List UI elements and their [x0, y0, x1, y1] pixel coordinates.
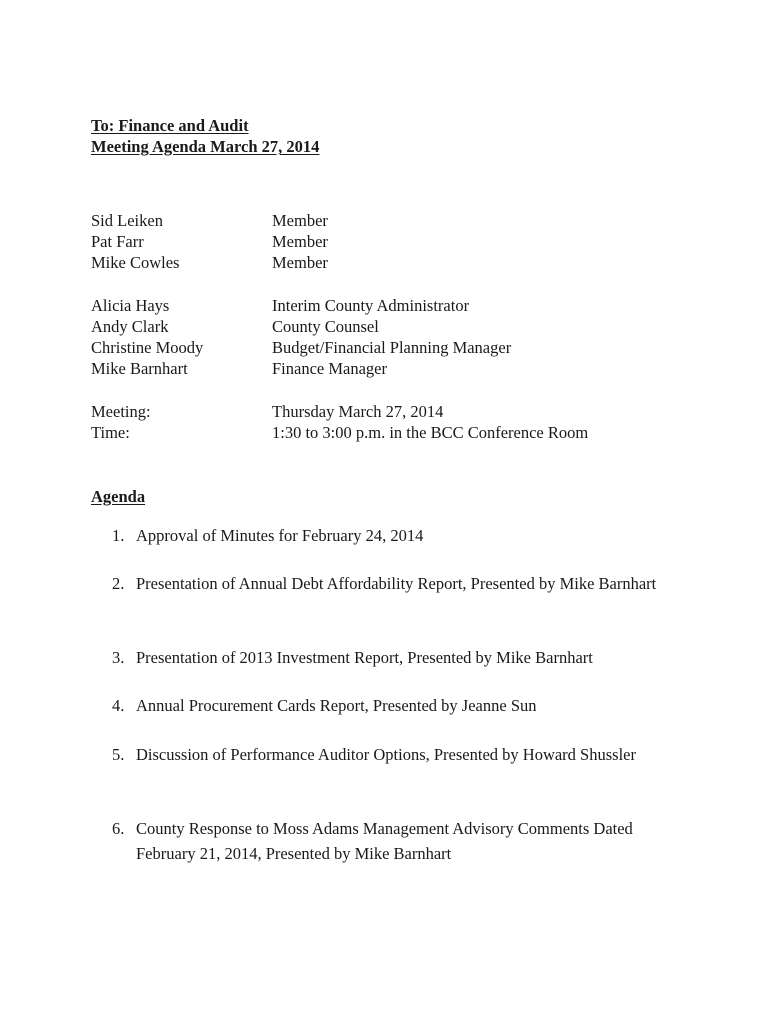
agenda-item-text: Annual Procurement Cards Report, Presented by Jeanne Sun [136, 696, 537, 715]
staff-name: Alicia Hays [91, 296, 170, 315]
agenda-item-number: 3. [112, 648, 125, 667]
agenda-item-number: 4. [112, 696, 125, 715]
member-name: Mike Cowles [91, 253, 180, 272]
agenda-item-text: Discussion of Performance Auditor Options, Presented by Howard Shussler [136, 745, 636, 764]
member-role: Member [272, 211, 328, 230]
time-value: 1:30 to 3:00 p.m. in the BCC Conference Room [272, 423, 589, 442]
to-line: To: Finance and Audit [91, 116, 249, 135]
meeting-label: Meeting: [91, 402, 151, 421]
agenda-item [112, 524, 672, 549]
agenda-item [112, 743, 672, 768]
staff-name: Andy Clark [91, 317, 169, 336]
staff-name: Christine Moody [91, 338, 204, 357]
staff-role: Finance Manager [272, 359, 387, 378]
agenda-item [112, 572, 672, 597]
agenda-item-text: Presentation of 2013 Investment Report, Presented by Mike Barnhart [136, 648, 593, 667]
agenda-item-text: County Response to Moss Adams Management Advisory Comments Dated February 21, 2014, Presented by Mike Barnhart [136, 819, 633, 863]
agenda-title: Meeting Agenda March 27, 2014 [91, 137, 320, 156]
agenda-item-number: 5. [112, 745, 125, 764]
agenda-item [112, 646, 672, 671]
member-name: Sid Leiken [91, 211, 163, 230]
staff-role: Interim County Administrator [272, 296, 470, 315]
staff-name: Mike Barnhart [91, 359, 188, 378]
agenda-heading: Agenda [91, 487, 146, 506]
agenda-item [112, 694, 672, 719]
member-name: Pat Farr [91, 232, 144, 251]
member-role: Member [272, 253, 328, 272]
staff-role: County Counsel [272, 317, 379, 336]
member-role: Member [272, 232, 328, 251]
time-label: Time: [91, 423, 130, 442]
agenda-item [112, 817, 672, 866]
staff-role: Budget/Financial Planning Manager [272, 338, 512, 357]
agenda-item-text: Approval of Minutes for February 24, 2014 [136, 526, 424, 545]
agenda-item-number: 2. [112, 574, 125, 593]
agenda-item-number: 6. [112, 819, 125, 838]
agenda-item-text: Presentation of Annual Debt Affordability Report, Presented by Mike Barnhart [136, 574, 657, 593]
meeting-date: Thursday March 27, 2014 [272, 402, 444, 421]
agenda-item-number: 1. [112, 526, 125, 545]
